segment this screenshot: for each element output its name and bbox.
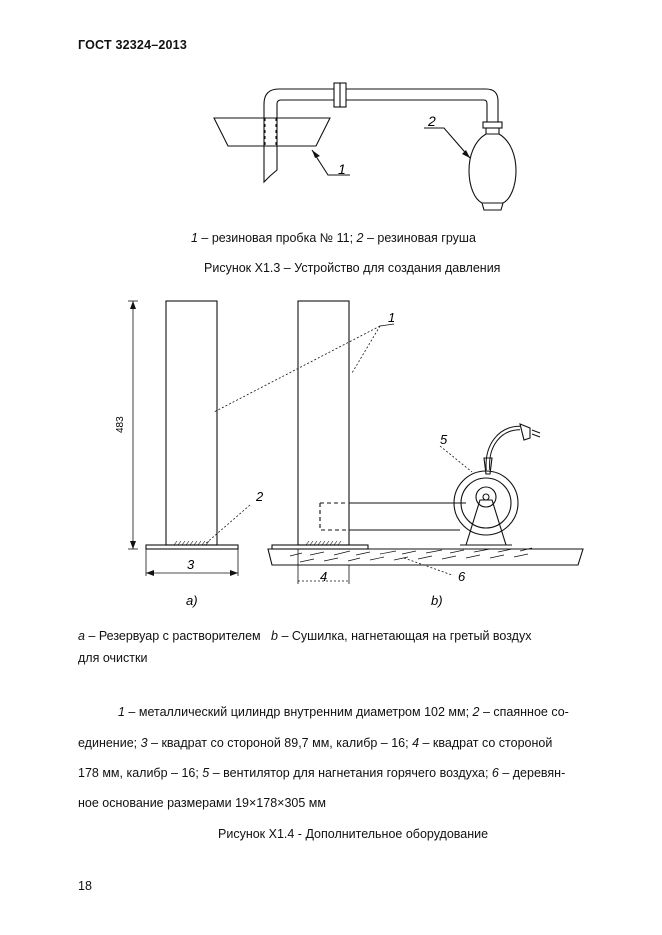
description-line-1: 1 – металлический цилиндр внутренним диаметром 102 мм; 2 – спаянное со-: [118, 705, 569, 719]
wooden-base: [268, 549, 583, 565]
figure1-caption: Рисунок X1.3 – Устройство для создания давления: [204, 261, 501, 275]
page-number: 18: [78, 879, 92, 893]
figure2-legend-line2: для очистки: [78, 651, 148, 665]
label-b-6: 6: [458, 569, 466, 584]
label-2: 2: [428, 113, 436, 129]
figure2-legend-line1: a – Резервуар с растворителем b – Сушилка, нагнетающая на гретый воздух: [78, 629, 532, 643]
description-line-3: 178 мм, калибр – 16; 5 – вентилятор для нагнетания горячего воздуха; 6 – деревян-: [78, 766, 566, 780]
subfigure-a-label: a): [186, 593, 198, 608]
base-square-a: [146, 545, 238, 549]
standard-header: ГОСТ 32324–2013: [78, 38, 187, 52]
label-b-1: 1: [388, 310, 396, 325]
label-b-2: 2: [256, 489, 264, 504]
figure2-caption: Рисунок X1.4 - Дополнительное оборудование: [218, 827, 489, 841]
label-b-3: 3: [187, 557, 195, 572]
figure1-legend: 1 – резиновая пробка № 11; 2 – резиновая груша: [191, 231, 476, 245]
description-line-2: единение; 3 – квадрат со стороной 89,7 мм, калибр – 16; 4 – квадрат со стороной: [78, 736, 553, 750]
subfigure-b-label: b): [431, 593, 443, 608]
description-line-4: ное основание размерами 19×178×305 мм: [78, 796, 326, 810]
metal-cylinder-b: [298, 301, 349, 545]
metal-cylinder-a: [166, 301, 217, 545]
dimension-height-label: 483: [115, 416, 126, 433]
label-b-4: 4: [320, 569, 328, 584]
label-1: 1: [338, 161, 346, 177]
label-b-5: 5: [440, 432, 448, 447]
